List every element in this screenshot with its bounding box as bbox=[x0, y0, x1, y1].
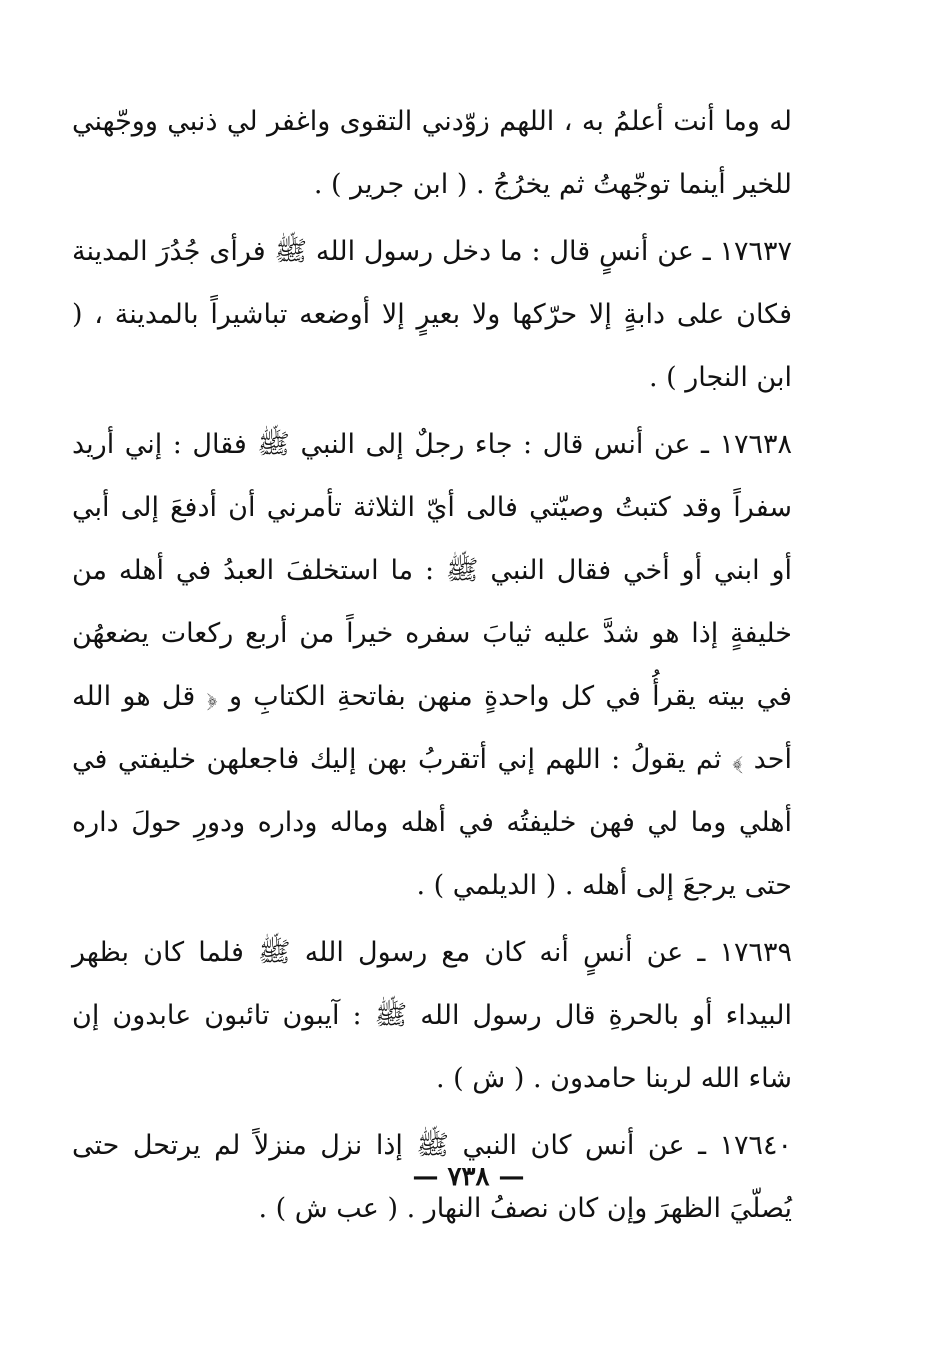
hadith-17640: ١٧٦٤٠ ـ عن أنس كان النبي ﷺ إذا نزل منزلاً لم يرتحل حتى يُصلّيَ الظهرَ وإن كان نصفُ النهار . ( عب ش ) . bbox=[72, 1130, 792, 1224]
page-number: — ٧٣٨ — bbox=[412, 1162, 525, 1192]
hadith-17638: ١٧٦٣٨ ـ عن أنس قال : جاء رجلٌ إلى النبي ﷺ فقال : إني أريد سفراً وقد كتبتُ وصيّتي فالى أيّ الثلاثة تأمرني أن أدفعَ إلى أبي أو ابني أو أخي فقال النبي ﷺ : ما استخلفَ العبدُ في أهله من خليفةٍ إذا هو شدَّ عليه ثيابَ سفره خيراً من أربع ركعات يضعهُن في بيته يقرأُ في كل واحدةٍ منهن بفاتحةِ الكتابِ و ﴿ قل هو الله أحد ﴾ ثم يقولُ : اللهم إني أتقربُ بهن إليك فاجعلهن خليفتي في أهلي وما لي فهن خليفتُه في أهله وماله وداره ودورِ حولَ داره حتى يرجعَ إلى أهله . ( الديلمي ) . bbox=[72, 429, 792, 901]
page-body bbox=[72, 90, 792, 1242]
hadith-17637: ١٧٦٣٧ ـ عن أنسٍ قال : ما دخل رسول الله ﷺ فرأى جُدُرَ المدينة فكان على دابةٍ إلا حرّكها ولا بعيرٍ إلا أوضعه تباشيراً بالمدينة ، ( ابن النجار ) . bbox=[72, 236, 792, 393]
hadith-17639: ١٧٦٣٩ ـ عن أنسٍ أنه كان مع رسول الله ﷺ فلما كان بظهر البيداء أو بالحرةِ قال رسول الله ﷺ : آيبون تائبون عابدون إن شاء الله لربنا حامدون . ( ش ) . bbox=[72, 937, 792, 1094]
paragraph-continuation: له وما أنت أعلمُ به ، اللهم زوّدني التقوى واغفر لي ذنبي ووجّهني للخير أينما توجّهتُ ثم يخرُجُ . ( ابن جرير ) . bbox=[72, 106, 792, 200]
